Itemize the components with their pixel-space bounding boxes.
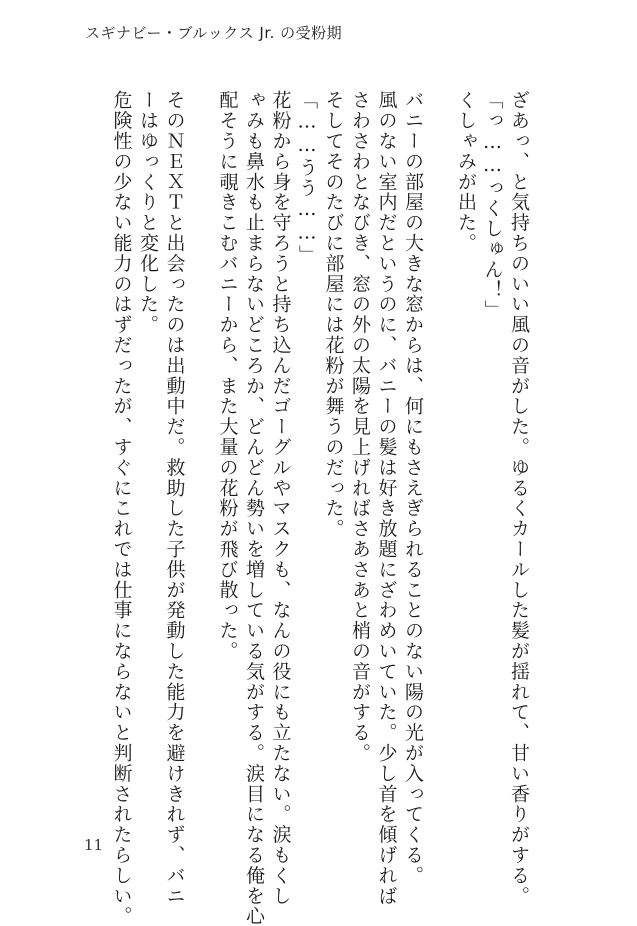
paragraph: 配そうに覗きこむバニーから、また大量の花粉が飛び散った。 xyxy=(216,90,239,662)
paragraph: 危険性の少ない能力のはずだったが、すぐにこれでは仕事にならないと判断されたらしい。 xyxy=(110,90,133,926)
paragraph: ざあっ、と気持ちのいい風の音がした。ゆるくカールした髪が揺れて、甘い香りがする。 xyxy=(508,90,530,906)
paragraph: さわさわとなびき、窓の外の太陽を見上げればさあさあと梢の音がする。 xyxy=(349,90,371,764)
section-break xyxy=(426,90,453,820)
running-header: スギナビー・ブルックス Jr. の受粉期 xyxy=(85,24,343,42)
paragraph: そのＮＥＸＴと出会ったのは出動中だ。救助した子供が発動した能力を避けきれず、バニ xyxy=(163,90,186,906)
dialogue-line: 「……うう……」 xyxy=(296,90,318,266)
section-break xyxy=(188,90,215,820)
paragraph: ーはゆっくりと変化した。 xyxy=(137,90,159,335)
paragraph: 風のない室内だというのに、バニーの髪は好き放題にざわめいていた。少し首を傾げれば xyxy=(375,90,398,906)
paragraph: バニーの部屋の大きな窓からは、何にもさえぎられることのない陽の光が入ってくる。 xyxy=(402,90,424,886)
dialogue-line: 「っ……っくしゅん！」 xyxy=(481,90,504,321)
paragraph: くしゃみが出た。 xyxy=(455,90,477,254)
paragraph: ゃみも鼻水も止まらないどころか、どんどん勢いを増している気がする。涙目になる俺を心 xyxy=(243,90,265,926)
paragraph: そしてそのたびに部屋には花粉が舞うのだった。 xyxy=(322,90,345,539)
page-number: 11 xyxy=(84,836,104,854)
paragraph: 花粉から身を守ろうと持ち込んだゴーグルやマスクも、なんの役にも立たない。涙もくし xyxy=(269,90,292,906)
vertical-body-text xyxy=(108,90,532,926)
